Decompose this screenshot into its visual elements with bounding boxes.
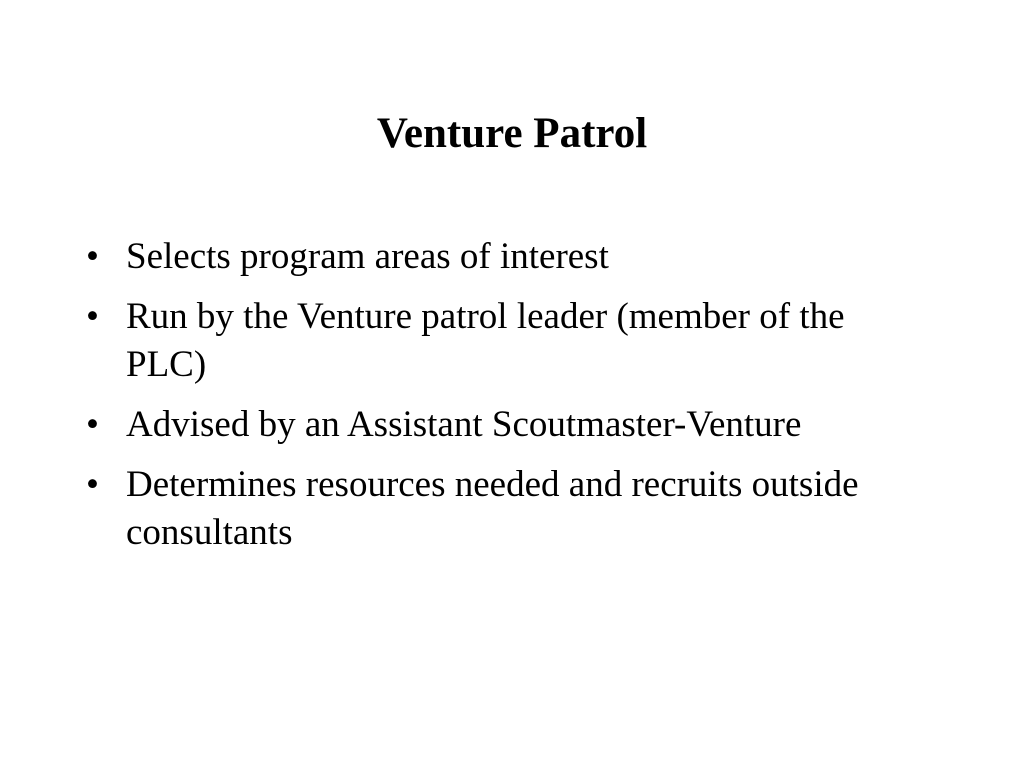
bullet-icon: •: [86, 464, 99, 505]
bullet-icon: •: [86, 404, 99, 445]
bullet-text: Run by the Venture patrol leader (member of the PLC): [126, 296, 845, 385]
bullet-icon: •: [86, 236, 99, 277]
bullet-text: Selects program areas of interest: [126, 236, 609, 277]
bullet-icon: •: [86, 296, 99, 337]
bullet-item: [86, 401, 926, 449]
slide-title: Venture Patrol: [376, 110, 648, 157]
bullet-item: [86, 293, 926, 389]
bullet-item: [86, 233, 926, 281]
bullet-text: Determines resources needed and recruits outside consultants: [126, 464, 859, 553]
bullet-item: [86, 461, 926, 557]
bullet-list: [86, 233, 926, 569]
bullet-text: Advised by an Assistant Scoutmaster-Venture: [126, 404, 802, 445]
